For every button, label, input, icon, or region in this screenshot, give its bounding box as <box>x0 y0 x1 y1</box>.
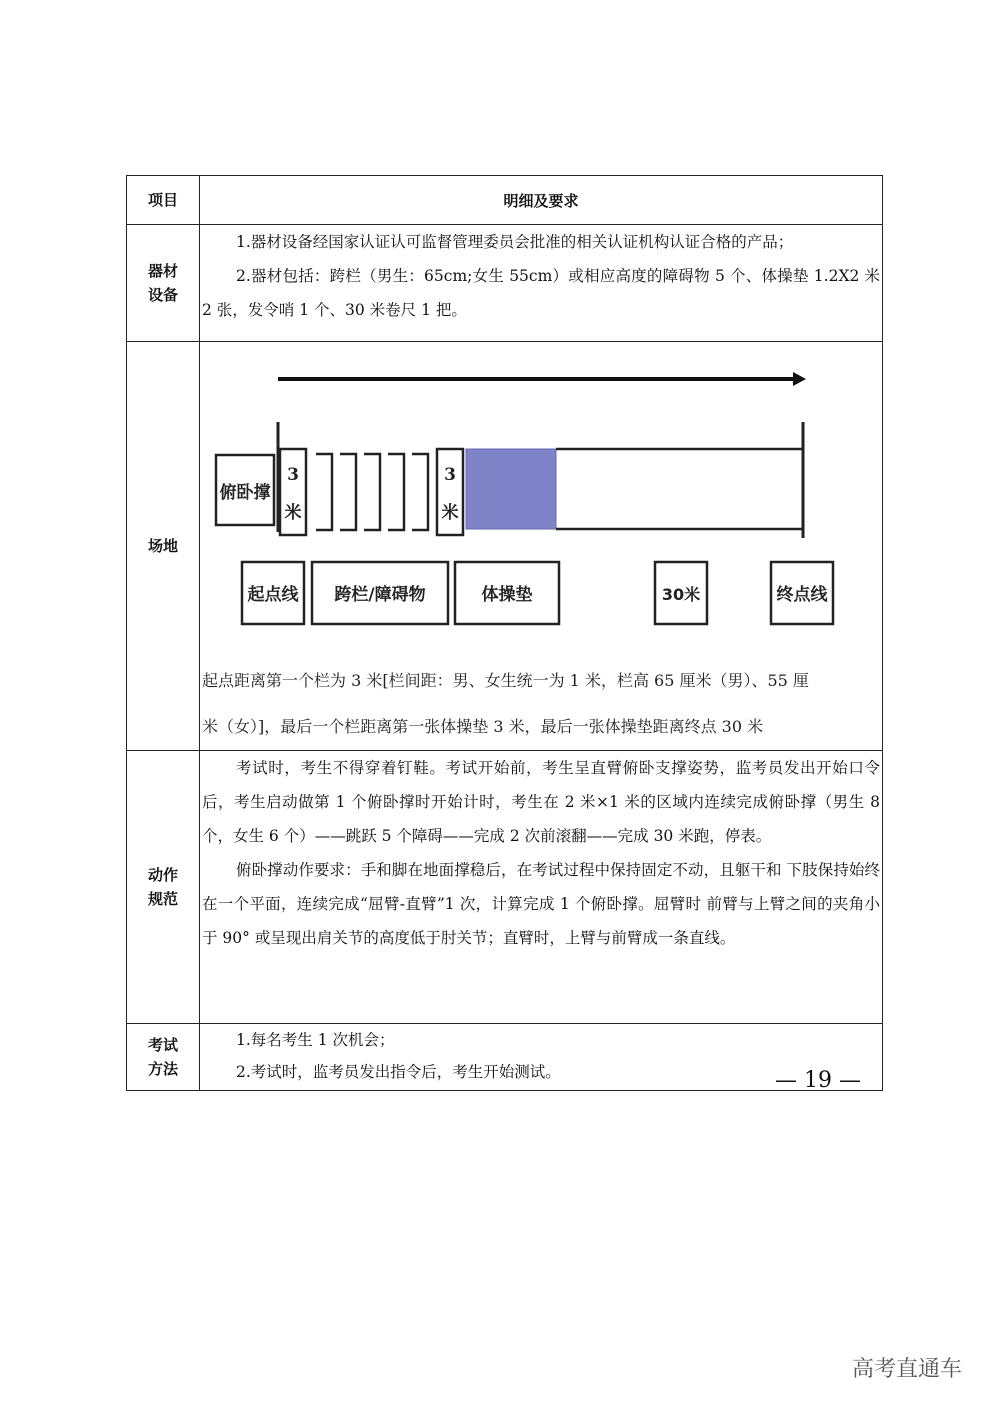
field-cell <box>200 342 883 751</box>
equipment-label-line2: 设备 <box>147 286 178 304</box>
hurdle-3 <box>364 454 380 530</box>
hurdles-label: 跨栏/障碍物 <box>334 585 426 605</box>
page-number: — 19 — <box>775 1068 861 1093</box>
requirements-table <box>126 175 883 1091</box>
mat-label: 体操垫 <box>481 585 533 605</box>
field-label: 场地 <box>127 342 200 751</box>
exam-label-line2: 方法 <box>147 1060 178 1078</box>
three-m-second-bottom: 米 <box>441 503 459 523</box>
hurdle-5 <box>412 454 428 530</box>
header-item: 项目 <box>127 176 200 225</box>
field-note-line2: 米（女）]，最后一个栏距离第一张体操垫 3 米，最后一张体操垫距离终点 30 米 <box>202 717 764 736</box>
action-label-line1: 动作 <box>147 866 178 884</box>
equipment-label-line1: 器材 <box>147 262 178 280</box>
exam-line1: 1.每名考生 1 次机会； <box>236 1031 395 1049</box>
exam-line2: 2.考试时，监考员发出指令后，考生开始测试。 <box>236 1063 561 1081</box>
header-details: 明细及要求 <box>200 176 883 225</box>
action-paragraph-1: 考试时，考生不得穿着钉鞋。考试开始前，考生呈直臂俯卧支撑姿势，监考员发出开始口令后，考生启动做第 1 个俯卧撑时开始计时，考生在 2 米×1 米的区域内连续完成俯卧撑（男生 8 个，女生 6 个）——跳跃 5 个障碍——完成 2 次前滚翻——完成 30 米跑，停表。 <box>202 759 880 845</box>
pushup-label: 俯卧撑 <box>219 483 271 503</box>
finish-line-label: 终点线 <box>776 585 828 605</box>
field-diagram <box>208 352 848 652</box>
three-m-second-top: 3 <box>444 465 456 485</box>
action-paragraph-2: 俯卧撑动作要求：手和脚在地面撑稳后，在考试过程中保持固定不动，且躯干和 下肢保持始终在一个平面，连续完成“屈臂-直臂”1 次，计算完成 1 个俯卧撑。屈臂时 前臂与上臂之间的夹角小于 90° 或呈现出肩关节的高度低于肘关节；直臂时，上臂与前臂成一条直线。 <box>202 861 880 947</box>
field-note-line1: 起点距离第一个栏为 3 米[栏间距：男、女生统一为 1 米，栏高 65 厘米（男）、55 厘 <box>202 671 809 690</box>
direction-arrow-head <box>793 372 806 386</box>
mat-area <box>466 449 556 529</box>
equipment-label <box>127 225 200 342</box>
thirty-m-label: 30米 <box>661 585 701 604</box>
action-cell <box>200 751 883 1024</box>
hurdle-2 <box>340 454 356 530</box>
watermark: 高考直通车 <box>852 1357 963 1382</box>
exam-label-line1: 考试 <box>147 1036 178 1054</box>
start-line-label: 起点线 <box>247 585 299 605</box>
three-m-first-top: 3 <box>287 465 299 485</box>
action-label <box>127 751 200 1024</box>
hurdle-4 <box>388 454 404 530</box>
equipment-line1: 1.器材设备经国家认证认可监督管理委员会批准的相关认证机构认证合格的产品； <box>236 233 794 251</box>
hurdle-1 <box>316 454 332 530</box>
three-m-first-bottom: 米 <box>284 503 302 523</box>
action-label-line2: 规范 <box>147 890 178 908</box>
field-note <box>202 658 862 750</box>
equipment-cell <box>200 225 883 342</box>
exam-label <box>127 1024 200 1091</box>
equipment-line2: 2.器材包括：跨栏（男生：65cm;女生 55cm）或相应高度的障碍物 5 个、体操垫 1.2X2 米 2 张，发令哨 1 个、30 米卷尺 1 把。 <box>202 267 880 319</box>
